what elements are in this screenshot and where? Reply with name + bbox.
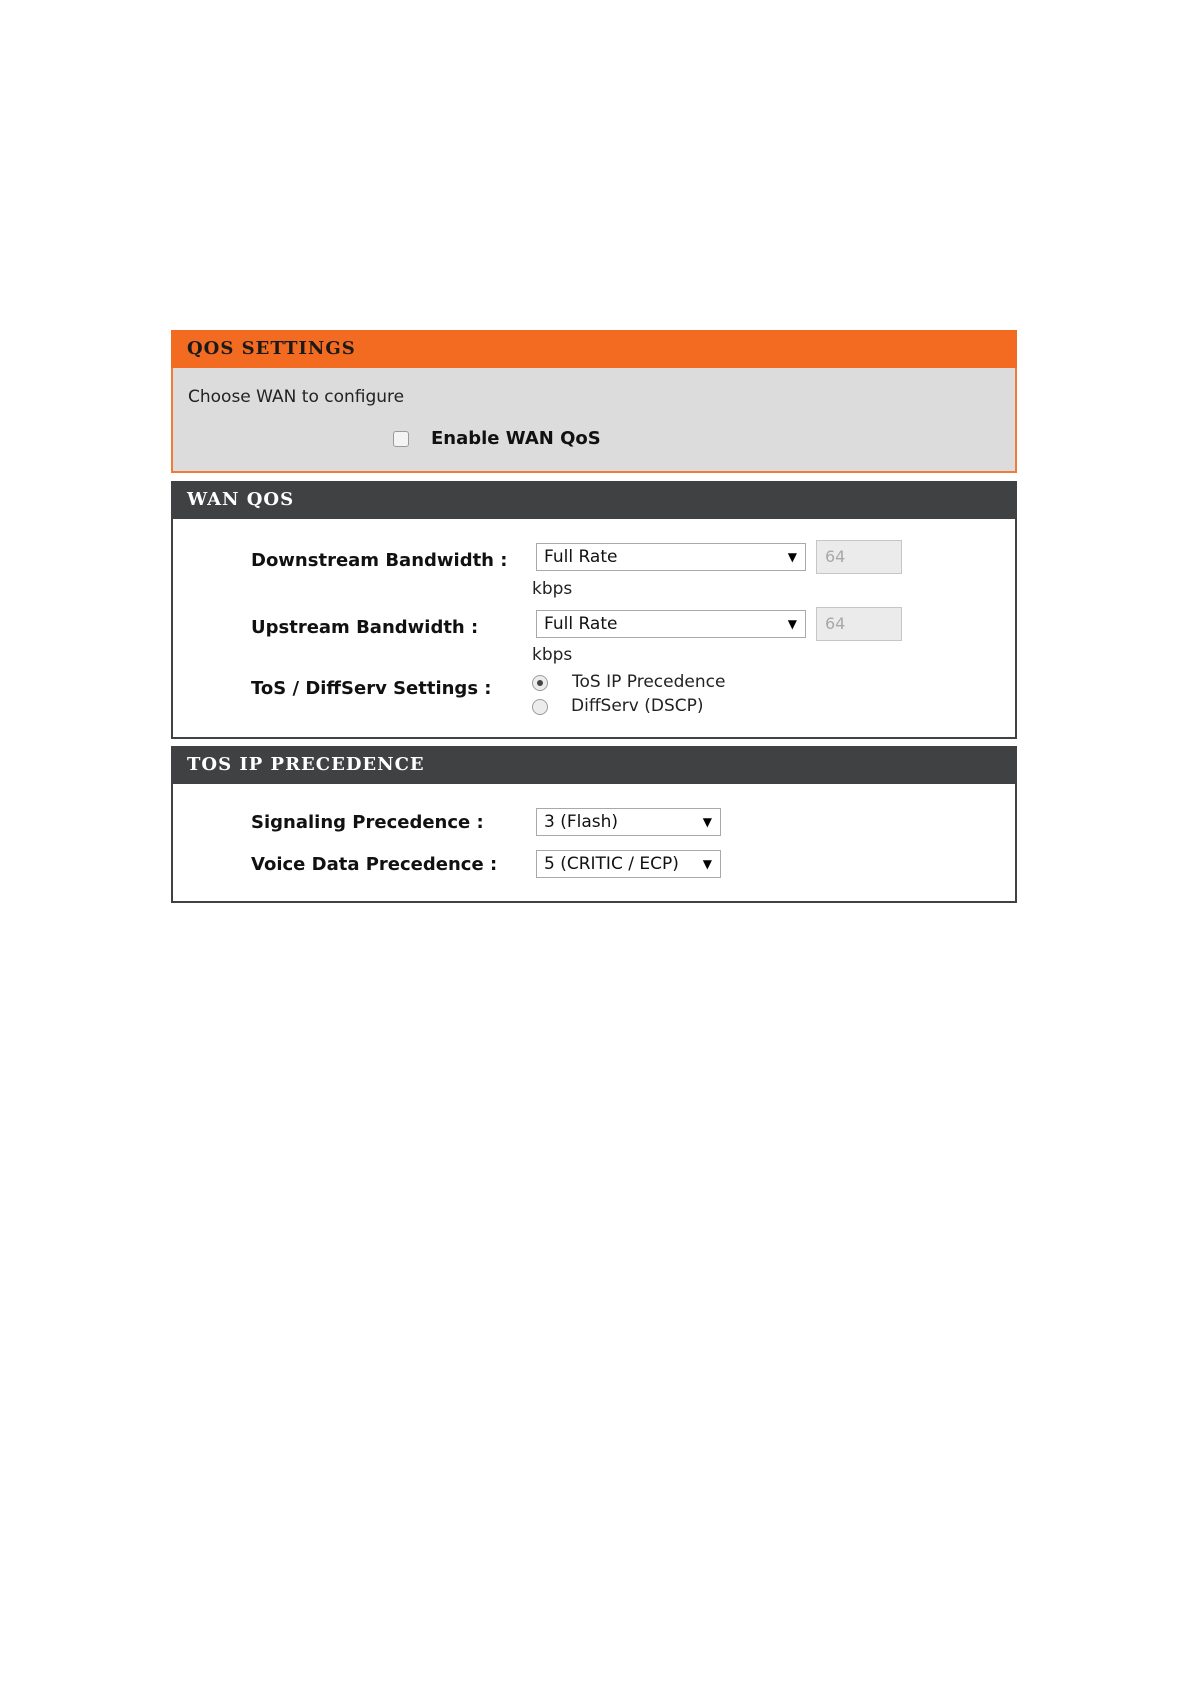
wan-qos-panel xyxy=(171,481,1017,739)
qos-settings-panel xyxy=(171,330,1017,473)
downstream-bandwidth-value: Full Rate xyxy=(544,547,618,567)
voice-data-precedence-label: Voice Data Precedence : xyxy=(251,854,498,875)
tos-ip-precedence-radio[interactable] xyxy=(532,675,548,691)
choose-wan-text: Choose WAN to configure xyxy=(188,387,405,407)
signaling-precedence-select[interactable] xyxy=(536,808,721,836)
upstream-bandwidth-value: Full Rate xyxy=(544,614,618,634)
enable-wan-qos-label: Enable WAN QoS xyxy=(431,428,601,449)
diffserv-dscp-radio[interactable] xyxy=(532,699,548,715)
upstream-rate-input[interactable]: 64 xyxy=(816,607,902,641)
downstream-bandwidth-select[interactable] xyxy=(536,543,806,571)
voice-data-precedence-value: 5 (CRITIC / ECP) xyxy=(544,854,679,874)
wan-qos-header: WAN QOS xyxy=(171,481,1017,519)
downstream-rate-input[interactable]: 64 xyxy=(816,540,902,574)
qos-settings-header: QOS SETTINGS xyxy=(171,330,1017,368)
upstream-bandwidth-label: Upstream Bandwidth : xyxy=(251,617,479,638)
chevron-down-icon: ▼ xyxy=(702,857,712,871)
chevron-down-icon: ▼ xyxy=(787,550,797,564)
voice-data-precedence-select[interactable] xyxy=(536,850,721,878)
enable-wan-qos-checkbox[interactable] xyxy=(393,431,409,447)
signaling-precedence-label: Signaling Precedence : xyxy=(251,812,484,833)
diffserv-dscp-label: DiffServ (DSCP) xyxy=(571,696,704,716)
enable-wan-qos-row xyxy=(393,428,601,449)
tos-ip-precedence-panel xyxy=(171,746,1017,903)
upstream-unit: kbps xyxy=(532,645,573,665)
chevron-down-icon: ▼ xyxy=(787,617,797,631)
downstream-bandwidth-label: Downstream Bandwidth : xyxy=(251,550,508,571)
tos-diffserv-label: ToS / DiffServ Settings : xyxy=(251,678,492,699)
signaling-precedence-value: 3 (Flash) xyxy=(544,812,619,832)
tos-ip-precedence-header: TOS IP PRECEDENCE xyxy=(171,746,1017,784)
downstream-unit: kbps xyxy=(532,579,573,599)
chevron-down-icon: ▼ xyxy=(702,815,712,829)
upstream-bandwidth-select[interactable] xyxy=(536,610,806,638)
tos-ip-precedence-label: ToS IP Precedence xyxy=(572,672,726,692)
